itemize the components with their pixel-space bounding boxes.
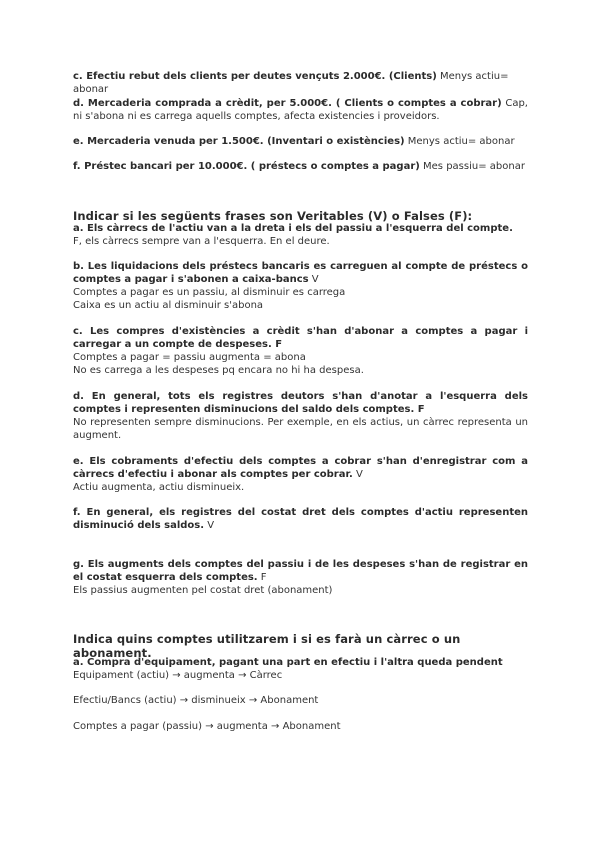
tf-item-f-question: f. En general, els registres del costat dret dels comptes d'actiu representen disminució dels saldos. <box>73 507 528 531</box>
tf-item-c <box>73 325 528 377</box>
entry-f <box>73 160 528 173</box>
tf-item-g-answer-1: Els passius augmenten pel costat dret (abonament) <box>73 585 333 596</box>
tf-item-a-question: a. Els càrrecs de l'actiu van a la dreta i els del passiu a l'esquerra del compte. <box>73 223 513 234</box>
tf-item-c-answer-1: Comptes a pagar = passiu augmenta = abona <box>73 352 306 363</box>
tf-item-c-question: c. Les compres d'existències a crèdit s'han d'abonar a comptes a pagar i carregar a un compte de despeses. <box>73 326 528 350</box>
entry-e <box>73 135 528 148</box>
section3-line-2-block <box>73 694 528 707</box>
section3-line-2: Efectiu/Bancs (actiu) → disminueix → Abonament <box>73 695 319 706</box>
tf-item-c-verdict: F <box>271 339 283 350</box>
entry-c-statement: c. Efectiu rebut dels clients per deutes vençuts 2.000€. (Clients) <box>73 71 437 82</box>
tf-item-g-question: g. Els augments dels comptes del passiu i de les despeses s'han de registrar en el costat esquerra dels comptes. <box>73 559 528 583</box>
entry-f-answer: Mes passiu= abonar <box>419 161 525 172</box>
tf-item-b-answer-1: Comptes a pagar es un passiu, al disminuir es carrega <box>73 287 346 298</box>
tf-item-b-verdict: V <box>308 274 319 285</box>
entry-d-answer: Cap, ni s'abona ni es carrega aquells comptes, afecta existencies i proveidors. <box>73 98 528 122</box>
tf-item-b-answer-2: Caixa es un actiu al disminuir s'abona <box>73 300 264 311</box>
section3-line-3-block <box>73 720 528 733</box>
section3-heading: Indica quins comptes utilitzarem i si es farà un càrrec o un abonament. <box>73 632 461 660</box>
entry-e-statement: e. Mercaderia venuda per 1.500€. (Inventari o existències) <box>73 136 405 147</box>
section3-line-3: Comptes a pagar (passiu) → augmenta → Abonament <box>73 721 341 732</box>
tf-item-e <box>73 455 528 494</box>
tf-item-b <box>73 260 528 312</box>
tf-item-b-question: b. Les liquidacions dels préstecs bancaris es carreguen al compte de préstecs o comptes a pagar i s'abonen a caixa-bancs <box>73 261 528 285</box>
tf-item-d-verdict: F <box>414 404 425 415</box>
tf-item-c-answer-2: No es carrega a les despeses pq encara no hi ha despesa. <box>73 365 364 376</box>
tf-item-g-verdict: F <box>257 572 267 583</box>
tf-item-a <box>73 222 528 248</box>
tf-item-a-answer-1: F, els càrrecs sempre van a l'esquerra. En el deure. <box>73 236 330 247</box>
entry-c <box>73 70 528 96</box>
entry-e-answer: Menys actiu= abonar <box>404 136 515 147</box>
tf-item-d <box>73 390 528 442</box>
tf-item-e-verdict: V <box>352 469 363 480</box>
section2-heading: Indicar si les següents frases son Veritables (V) o Falses (F): <box>73 209 473 223</box>
section3-item-a-question: a. Compra d'equipament, pagant una part en efectiu i l'altra queda pendent <box>73 657 503 668</box>
entry-d-statement: d. Mercaderia comprada a crèdit, per 5.000€. ( Clients o comptes a cobrar) <box>73 98 502 109</box>
section3-line-1: Equipament (actiu) → augmenta → Càrrec <box>73 670 283 681</box>
entry-c-answer: Menys actiu= abonar <box>73 71 509 95</box>
tf-item-f <box>73 506 528 532</box>
entry-f-statement: f. Préstec bancari per 10.000€. ( préstecs o comptes a pagar) <box>73 161 420 172</box>
tf-item-e-question: e. Els cobraments d'efectiu dels comptes a cobrar s'han d'enregistrar com a càrrecs d'efectiu i abonar als comptes per cobrar. <box>73 456 528 480</box>
section3-item-a <box>73 656 528 682</box>
tf-item-g <box>73 558 528 597</box>
tf-item-e-answer-1: Actiu augmenta, actiu disminueix. <box>73 482 245 493</box>
entry-d <box>73 97 528 123</box>
tf-item-d-answer-1: No representen sempre disminucions. Per exemple, en els actius, un càrrec representa un augment. <box>73 417 528 441</box>
tf-item-f-verdict: V <box>204 520 215 531</box>
tf-item-d-question: d. En general, tots els registres deutors s'han d'anotar a l'esquerra dels comptes i representen disminucions del saldo dels comptes. <box>73 391 528 415</box>
